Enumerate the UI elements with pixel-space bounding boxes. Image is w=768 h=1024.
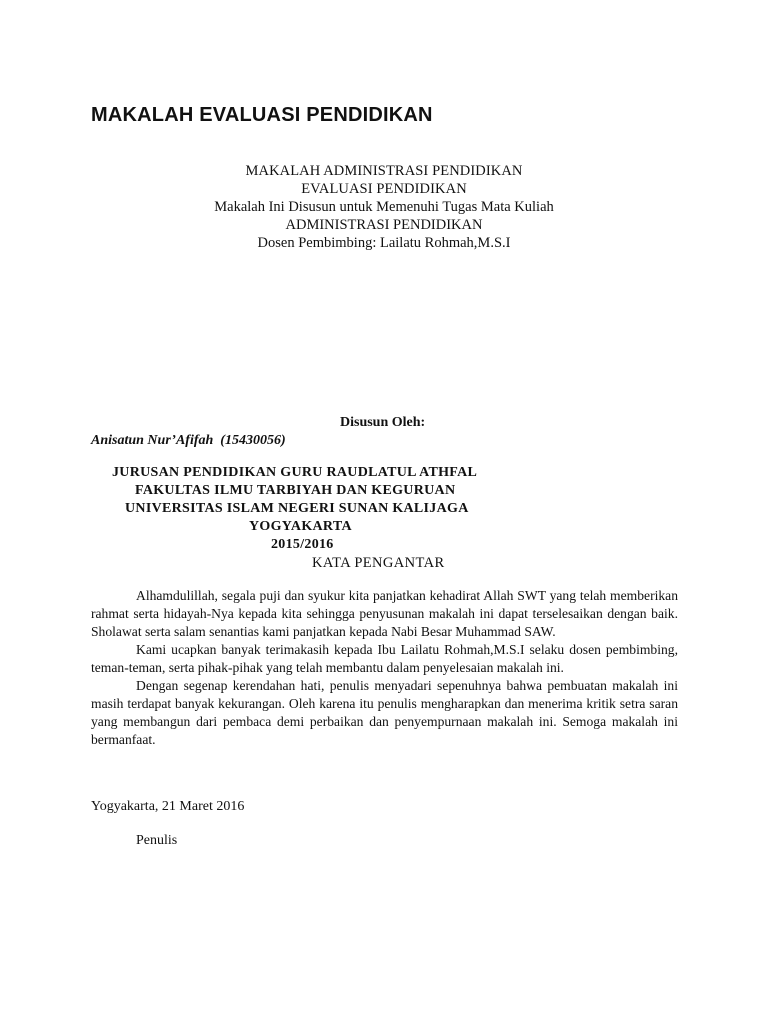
cover-line-topic: EVALUASI PENDIDIKAN	[301, 181, 467, 197]
cover-line-course: MAKALAH ADMINISTRASI PENDIDIKAN	[245, 163, 523, 179]
document-title: MAKALAH EVALUASI PENDIDIKAN	[91, 104, 433, 126]
preface-paragraph: Alhamdulillah, segala puji dan syukur kita panjatkan kehadirat Allah SWT yang telah memberikan rahmat serta hidayah-Nya kepada kita sehingga penyusunan makalah ini dapat terselesaikan dengan baik. Sholawat serta salam senantias kami panjatkan kepada Nabi Besar Muhammad SAW.	[91, 588, 678, 639]
university-name: UNIVERSITAS ISLAM NEGERI SUNAN KALIJAGA	[125, 501, 469, 516]
department-name: JURUSAN PENDIDIKAN GURU RAUDLATUL ATHFAL	[112, 465, 478, 480]
preface-paragraph: Dengan segenap kerendahan hati, penulis menyadari sepenuhnya bahwa pembuatan makalah ini masih terdapat banyak kekurangan. Oleh karena itu penulis mengharapkan dan menerima kritik setra saran yang membangun dari pembaca demi perbaikan dan penyempurnaan makalah ini. Semoga makalah ini bermanfaat.	[91, 678, 678, 747]
author-name: Anisatun Nur’Afifah (15430056)	[91, 433, 286, 448]
cover-line-subject: ADMINISTRASI PENDIDIKAN	[285, 217, 483, 233]
signer-label: Penulis	[136, 833, 178, 848]
place-date: Yogyakarta, 21 Maret 2016	[91, 799, 245, 814]
authored-by-label: Disusun Oleh:	[340, 415, 426, 430]
faculty-name: FAKULTAS ILMU TARBIYAH DAN KEGURUAN	[135, 483, 456, 498]
cover-block	[0, 162, 768, 252]
city-name: YOGYAKARTA	[249, 519, 352, 534]
academic-year: 2015/2016	[271, 537, 334, 552]
preface-heading: KATA PENGANTAR	[312, 555, 445, 571]
preface-body	[91, 587, 678, 749]
preface-paragraph: Kami ucapkan banyak terimakasih kepada Ibu Lailatu Rohmah,M.S.I selaku dosen pembimbing, teman-teman, serta pihak-pihak yang telah membantu dalam penyelesaian makalah ini.	[91, 642, 678, 675]
cover-line-supervisor: Dosen Pembimbing: Lailatu Rohmah,M.S.I	[257, 235, 511, 251]
cover-line-purpose: Makalah Ini Disusun untuk Memenuhi Tugas Mata Kuliah	[214, 199, 554, 215]
